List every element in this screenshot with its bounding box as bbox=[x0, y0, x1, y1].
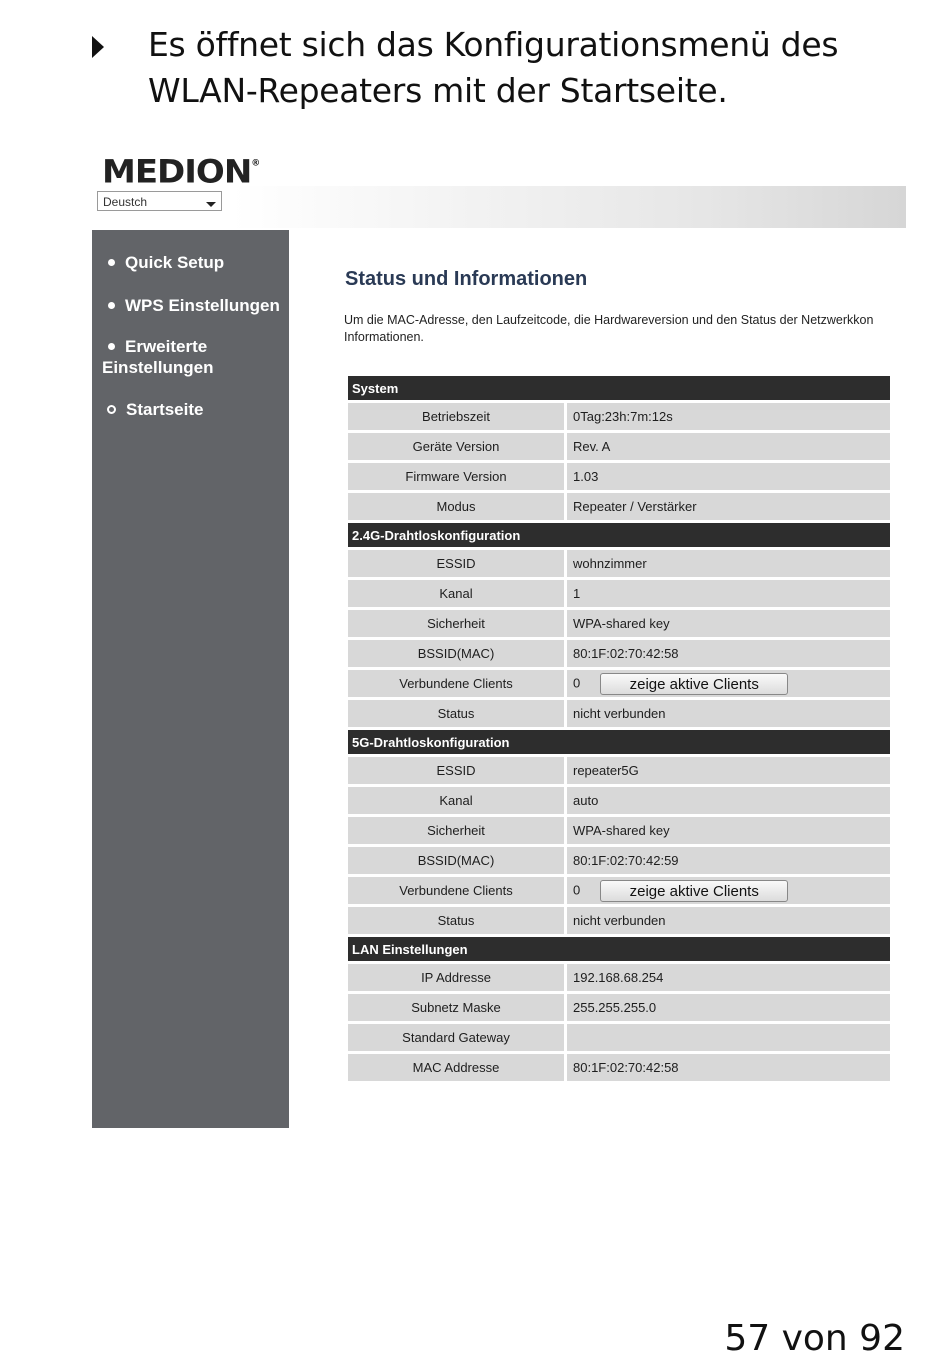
table-row bbox=[348, 964, 890, 991]
field-value-cell bbox=[567, 700, 890, 727]
field-value-cell bbox=[567, 1054, 890, 1081]
field-value-cell bbox=[567, 757, 890, 784]
field-label: ESSID bbox=[348, 757, 564, 784]
field-label: Betriebszeit bbox=[348, 403, 564, 430]
sidebar-item-startseite[interactable]: Startseite bbox=[102, 399, 203, 420]
table-row bbox=[348, 610, 890, 637]
section-title: 5G-Drahtloskonfiguration bbox=[348, 730, 890, 754]
field-value: auto bbox=[573, 793, 599, 808]
field-value-cell bbox=[567, 550, 890, 577]
field-value-cell bbox=[567, 907, 890, 934]
field-label: Standard Gateway bbox=[348, 1024, 564, 1051]
field-label: BSSID(MAC) bbox=[348, 847, 564, 874]
section-header-row bbox=[348, 376, 890, 400]
show-active-clients-button[interactable]: zeige aktive Clients bbox=[600, 880, 788, 902]
table-row bbox=[348, 493, 890, 520]
field-label: Sicherheit bbox=[348, 610, 564, 637]
intro-line-1: Es öffnet sich das Konfigurationsmenü des bbox=[148, 25, 839, 64]
show-active-clients-button[interactable]: zeige aktive Clients bbox=[600, 673, 788, 695]
field-label: ESSID bbox=[348, 550, 564, 577]
field-value: 255.255.255.0 bbox=[573, 1000, 657, 1015]
section-header-row bbox=[348, 937, 890, 961]
section-header-row bbox=[348, 730, 890, 754]
table-row bbox=[348, 847, 890, 874]
router-ui-screenshot bbox=[92, 148, 906, 1128]
sidebar-item-wps[interactable]: WPS Einstellungen bbox=[102, 295, 280, 316]
field-value-cell bbox=[567, 877, 890, 904]
field-value-cell bbox=[567, 493, 890, 520]
page-title: Status und Informationen bbox=[345, 268, 588, 290]
table-row bbox=[348, 1024, 890, 1051]
table-row bbox=[348, 550, 890, 577]
field-value: 192.168.68.254 bbox=[573, 970, 664, 985]
field-label: Kanal bbox=[348, 580, 564, 607]
table-row bbox=[348, 757, 890, 784]
table-row bbox=[348, 670, 890, 697]
field-label: Kanal bbox=[348, 787, 564, 814]
field-value-cell bbox=[567, 994, 890, 1021]
intro-text bbox=[148, 22, 912, 114]
ring-bullet-icon bbox=[107, 405, 116, 414]
field-label: Subnetz Maske bbox=[348, 994, 564, 1021]
section-header-row bbox=[348, 523, 890, 547]
field-value: 80:1F:02:70:42:58 bbox=[573, 646, 679, 661]
table-row bbox=[348, 817, 890, 844]
table-row bbox=[348, 640, 890, 667]
status-table bbox=[345, 373, 893, 1084]
field-value-cell bbox=[567, 817, 890, 844]
bullet-icon bbox=[108, 302, 115, 309]
field-value-cell bbox=[567, 580, 890, 607]
field-value: 1 bbox=[573, 586, 581, 601]
table-row bbox=[348, 877, 890, 904]
table-row bbox=[348, 994, 890, 1021]
main-content bbox=[289, 230, 906, 1128]
sidebar-item-quick-setup[interactable]: Quick Setup bbox=[102, 252, 224, 273]
page-number: 57 von 92 bbox=[724, 1318, 905, 1359]
field-label: Sicherheit bbox=[348, 817, 564, 844]
field-value-cell bbox=[567, 1024, 890, 1051]
field-value: Rev. A bbox=[573, 439, 611, 454]
table-row bbox=[348, 433, 890, 460]
field-label: MAC Addresse bbox=[348, 1054, 564, 1081]
header-band bbox=[232, 186, 906, 228]
field-value: 0 bbox=[573, 674, 581, 690]
field-value-cell bbox=[567, 847, 890, 874]
field-label: Firmware Version bbox=[348, 463, 564, 490]
field-value: nicht verbunden bbox=[573, 706, 666, 721]
intro-line-2: WLAN-Repeaters mit der Startseite. bbox=[148, 71, 728, 110]
field-value-cell bbox=[567, 640, 890, 667]
field-label: Status bbox=[348, 700, 564, 727]
field-value: 1.03 bbox=[573, 469, 599, 484]
field-value: repeater5G bbox=[573, 763, 639, 778]
field-value: 0 bbox=[573, 881, 581, 897]
field-value-cell bbox=[567, 670, 890, 697]
field-label: IP Addresse bbox=[348, 964, 564, 991]
field-label: Verbundene Clients bbox=[348, 670, 564, 697]
table-row bbox=[348, 403, 890, 430]
page-description: Um die MAC-Adresse, den Laufzeitcode, die Hardwareversion und den Status der Netzwerkkon Informationen. bbox=[344, 313, 874, 344]
field-value-cell bbox=[567, 403, 890, 430]
table-row bbox=[348, 907, 890, 934]
field-label: Geräte Version bbox=[348, 433, 564, 460]
bullet-icon bbox=[108, 343, 115, 350]
field-value-cell bbox=[567, 433, 890, 460]
field-value-cell bbox=[567, 463, 890, 490]
triangle-bullet-icon bbox=[92, 36, 104, 58]
section-title: System bbox=[348, 376, 890, 400]
chevron-down-icon bbox=[206, 202, 216, 207]
field-value-cell bbox=[567, 610, 890, 637]
language-select[interactable] bbox=[97, 191, 222, 211]
table-row bbox=[348, 700, 890, 727]
table-row bbox=[348, 463, 890, 490]
field-label: Modus bbox=[348, 493, 564, 520]
field-value: Repeater / Verstärker bbox=[573, 499, 697, 514]
bullet-icon bbox=[108, 259, 115, 266]
table-row bbox=[348, 787, 890, 814]
section-title: 2.4G-Drahtloskonfiguration bbox=[348, 523, 890, 547]
field-label: Status bbox=[348, 907, 564, 934]
field-value: wohnzimmer bbox=[573, 556, 647, 571]
intro-instruction bbox=[92, 22, 912, 114]
field-label: BSSID(MAC) bbox=[348, 640, 564, 667]
field-value: 0Tag:23h:7m:12s bbox=[573, 409, 673, 424]
field-value: 80:1F:02:70:42:58 bbox=[573, 1060, 679, 1075]
field-value: WPA-shared key bbox=[573, 616, 670, 631]
table-row bbox=[348, 580, 890, 607]
field-label: Verbundene Clients bbox=[348, 877, 564, 904]
section-title: LAN Einstellungen bbox=[348, 937, 890, 961]
field-value: WPA-shared key bbox=[573, 823, 670, 838]
field-value: 80:1F:02:70:42:59 bbox=[573, 853, 679, 868]
field-value: nicht verbunden bbox=[573, 913, 666, 928]
medion-logo: MEDION® bbox=[102, 153, 260, 191]
sidebar bbox=[92, 230, 289, 1128]
table-row bbox=[348, 1054, 890, 1081]
field-value-cell bbox=[567, 964, 890, 991]
language-selected: Deustch bbox=[103, 195, 148, 209]
field-value-cell bbox=[567, 787, 890, 814]
sidebar-item-advanced[interactable]: Erweiterte Einstellungen bbox=[102, 337, 214, 377]
